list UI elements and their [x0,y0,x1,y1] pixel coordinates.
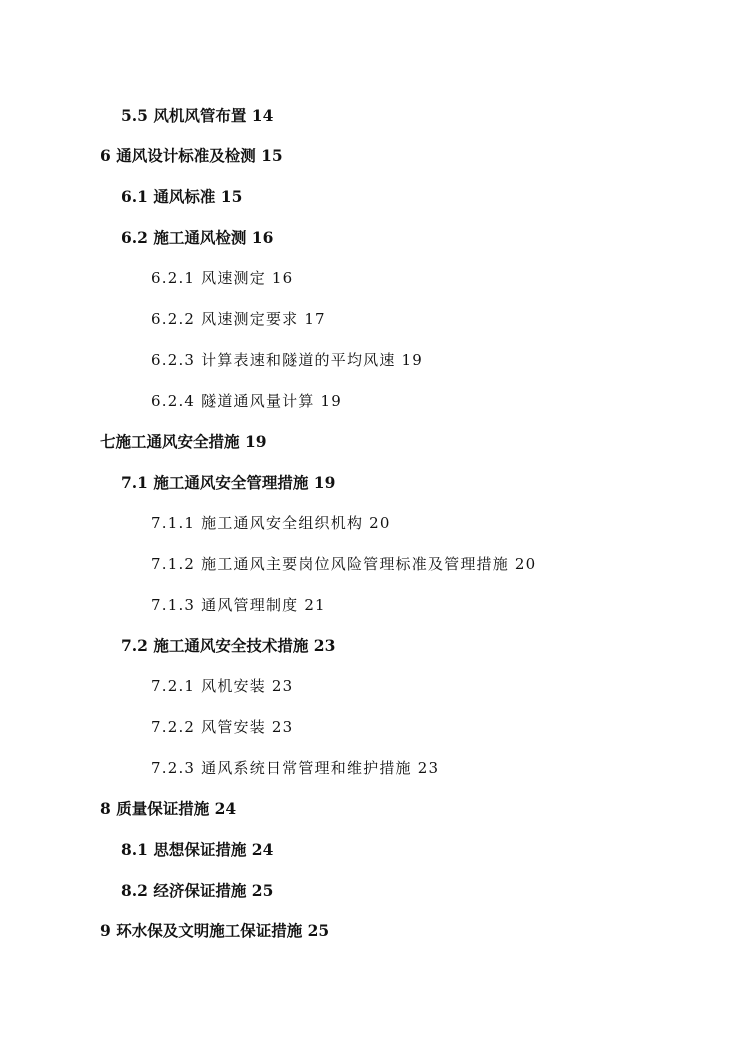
toc-entry-number: 8.2 [121,881,148,900]
toc-entry-page: 16 [271,269,294,287]
toc-entry-title: 风机风管布置 [153,106,247,125]
toc-entry-page: 16 [251,228,274,247]
toc-entry-page: 19 [244,432,267,451]
toc-entry[interactable] [151,267,293,289]
toc-entry-page: 15 [261,146,283,165]
toc-entry[interactable] [100,920,329,942]
toc-entry-page: 23 [313,636,336,655]
toc-entry-page: 24 [214,799,237,818]
toc-entry-title: 风速测定要求 [201,310,299,328]
toc-entry-title: 通风设计标准及检测 [116,146,256,165]
toc-entry-title: 通风标准 [153,187,216,206]
toc-entry-title: 风管安装 [201,718,266,736]
toc-entry-page: 19 [401,351,424,369]
toc-entry-page: 23 [417,759,440,777]
toc-entry[interactable] [151,757,439,779]
toc-entry[interactable] [121,635,335,657]
toc-entry-title: 环水保及文明施工保证措施 [116,921,303,940]
toc-entry-number: 七 [100,432,116,451]
toc-entry[interactable] [151,349,423,371]
toc-entry-title: 施工通风安全组织机构 [201,514,364,532]
toc-entry-title: 风速测定 [201,269,266,287]
toc-entry[interactable] [121,839,273,861]
toc-entry[interactable] [121,472,335,494]
toc-entry-number: 7.2.1 [151,677,196,695]
toc-entry-number: 8 [100,799,111,818]
toc-entry-number: 6 [100,146,111,165]
toc-entry-page: 15 [220,187,243,206]
toc-entry-page: 23 [271,718,294,736]
toc-entry-title: 施工通风安全技术措施 [153,636,309,655]
toc-entry-page: 19 [320,392,343,410]
toc-entry-page: 24 [251,840,274,859]
toc-entry-title: 施工通风安全措施 [115,432,240,451]
toc-entry[interactable] [151,308,326,330]
toc-entry-number: 6.1 [121,187,148,206]
toc-entry-number: 7.2 [121,636,148,655]
toc-entry-number: 6.2 [121,228,148,247]
toc-entry[interactable] [151,512,391,534]
toc-entry-number: 7.2.3 [151,759,196,777]
toc-entry-number: 6.2.2 [151,310,196,328]
toc-entry-title: 计算表速和隧道的平均风速 [201,351,396,369]
toc-entry[interactable] [121,186,242,208]
toc-entry-page: 25 [251,881,274,900]
toc-entry[interactable] [121,227,273,249]
toc-entry-page: 20 [514,555,537,573]
toc-entry-number: 6.2.3 [151,351,196,369]
toc-entry-page: 25 [307,921,330,940]
toc-entry-title: 经济保证措施 [153,881,247,900]
toc-entry-title: 质量保证措施 [116,799,210,818]
toc-entry-number: 7.1.1 [151,514,196,532]
toc-entry[interactable] [151,553,536,575]
toc-entry-page: 14 [251,106,274,125]
toc-entry-page: 21 [304,596,326,614]
toc-entry[interactable] [151,716,293,738]
toc-entry-page: 17 [304,310,326,328]
toc-entry-number: 8.1 [121,840,148,859]
toc-entry-title: 隧道通风量计算 [201,392,315,410]
toc-entry[interactable] [100,431,267,453]
toc-entry-number: 5.5 [121,106,148,125]
toc-entry-title: 施工通风安全管理措施 [153,473,309,492]
toc-entry-number: 7.1 [121,473,148,492]
toc-entry-number: 7.2.2 [151,718,196,736]
toc-entry[interactable] [151,594,326,616]
toc-entry-title: 施工通风主要岗位风险管理标准及管理措施 [201,555,509,573]
toc-entry-title: 通风系统日常管理和维护措施 [201,759,412,777]
toc-entry-title: 通风管理制度 [201,596,299,614]
toc-entry-number: 6.2.4 [151,392,196,410]
toc-entry[interactable] [121,880,273,902]
toc-entry-page: 19 [313,473,336,492]
toc-entry-title: 思想保证措施 [153,840,247,859]
toc-entry-page: 23 [271,677,294,695]
toc-entry[interactable] [100,145,283,167]
toc-entry[interactable] [100,798,236,820]
toc-entry-number: 6.2.1 [151,269,196,287]
toc-entry-number: 9 [100,921,111,940]
toc-entry[interactable] [151,675,293,697]
toc-entry[interactable] [151,390,342,412]
toc-entry-page: 20 [369,514,391,532]
toc-entry[interactable] [121,105,273,127]
toc-entry-number: 7.1.2 [151,555,196,573]
toc-entry-title: 施工通风检测 [153,228,247,247]
toc-entry-number: 7.1.3 [151,596,196,614]
toc-entry-title: 风机安装 [201,677,266,695]
